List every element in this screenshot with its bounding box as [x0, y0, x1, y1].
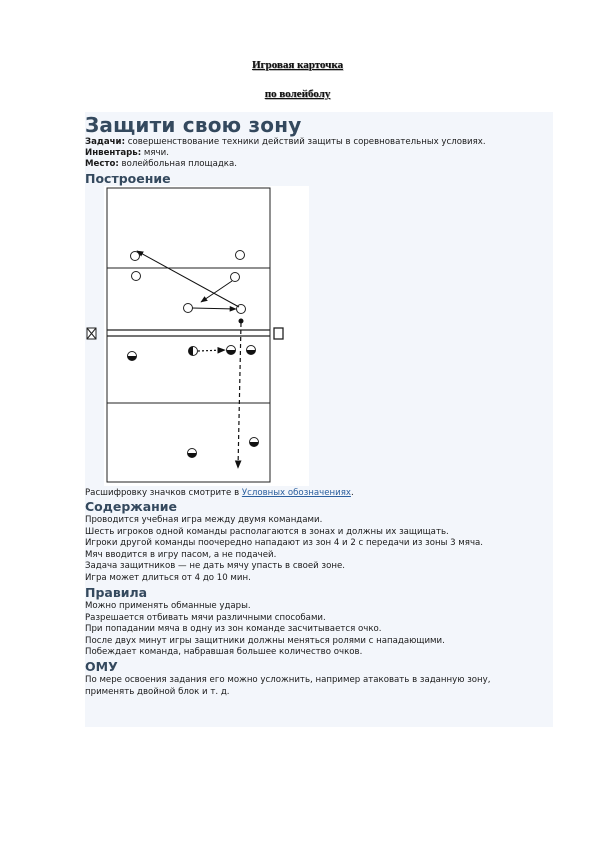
court-outline: [107, 188, 270, 482]
place-row: [85, 159, 237, 170]
legend-row: [85, 488, 354, 499]
content-line: Мяч вводится в игру пасом, а не подачей.: [85, 549, 277, 560]
place-label: Место:: [85, 159, 119, 169]
content-line: Игроки другой команды поочередно нападают из зон 4 и 2 с передачи из зоны 3 мяча.: [85, 538, 484, 549]
defender-player: [128, 352, 137, 361]
content-heading: Содержание: [85, 499, 178, 514]
content-line: Игра может длиться от 4 до 10 мин.: [85, 572, 251, 583]
rules-list: [85, 601, 545, 659]
tasks-label: Задачи:: [85, 137, 126, 147]
pass-arrow: [201, 281, 232, 302]
doc-heading-line2: по волейболу: [264, 88, 331, 100]
rules-line: При попадании мяча в одну из зон команде засчитывается очко.: [85, 624, 382, 635]
court-diagram: [80, 180, 300, 490]
content-line: Шесть игроков одной команды располагаются в зонах и должны их защищать.: [85, 526, 449, 537]
card-title: Защити свою зону: [85, 113, 302, 137]
legend-link[interactable]: Условных обозначениях: [241, 488, 351, 498]
rules-line: После двух минут игры защитники должны меняться ролями с нападающими.: [85, 635, 445, 646]
rules-line: Побеждает команда, набравшая большее количество очков.: [85, 647, 363, 658]
rules-line: Разрешается отбивать мячи различными способами.: [85, 612, 326, 623]
attacker-player: [184, 304, 193, 313]
rules-heading: Правила: [85, 585, 148, 600]
net-post-right: [274, 328, 283, 339]
content-line: Задача защитников — не дать мячу упасть в своей зоне.: [85, 561, 345, 572]
attack-path-dashed: [238, 323, 241, 468]
pass-arrow: [192, 308, 236, 309]
content-list: [85, 515, 545, 585]
tasks-row: [85, 137, 486, 148]
attacker-player: [236, 251, 245, 260]
content-line: Проводится учебная игра между двумя командами.: [85, 515, 323, 525]
defender-player: [247, 346, 256, 355]
defender-player: [188, 449, 197, 458]
pass-arrow: [137, 251, 239, 307]
defender-player: [250, 438, 259, 447]
doc-heading-line1: Игровая карточка: [251, 59, 344, 71]
tasks-value: совершенствование техники действий защиты в соревновательных условиях.: [125, 137, 486, 147]
omu-text-block: [85, 675, 535, 698]
equipment-row: [85, 148, 169, 159]
defender-player: [227, 346, 236, 355]
place-value: волейбольная площадка.: [118, 159, 237, 169]
equipment-value: мячи.: [141, 148, 169, 158]
legend-end: .: [350, 488, 354, 498]
omu-heading: ОМУ: [85, 659, 118, 674]
equipment-label: Инвентарь:: [85, 148, 142, 158]
rules-line: Можно применять обманные удары.: [85, 601, 251, 611]
construction-heading: Построение: [85, 171, 171, 186]
omu-text: По мере освоения задания его можно усложнить, например атаковать в заданную зону, применять двойной блок и т. д.: [85, 675, 491, 697]
defense-pass-dotted: [198, 350, 225, 351]
ball: [239, 319, 244, 324]
attacker-player: [131, 252, 140, 261]
legend-text: Расшифровку значков смотрите в: [85, 488, 242, 498]
attacker-player: [231, 273, 240, 282]
defender-player: [189, 347, 198, 356]
attacker-player: [132, 272, 141, 281]
